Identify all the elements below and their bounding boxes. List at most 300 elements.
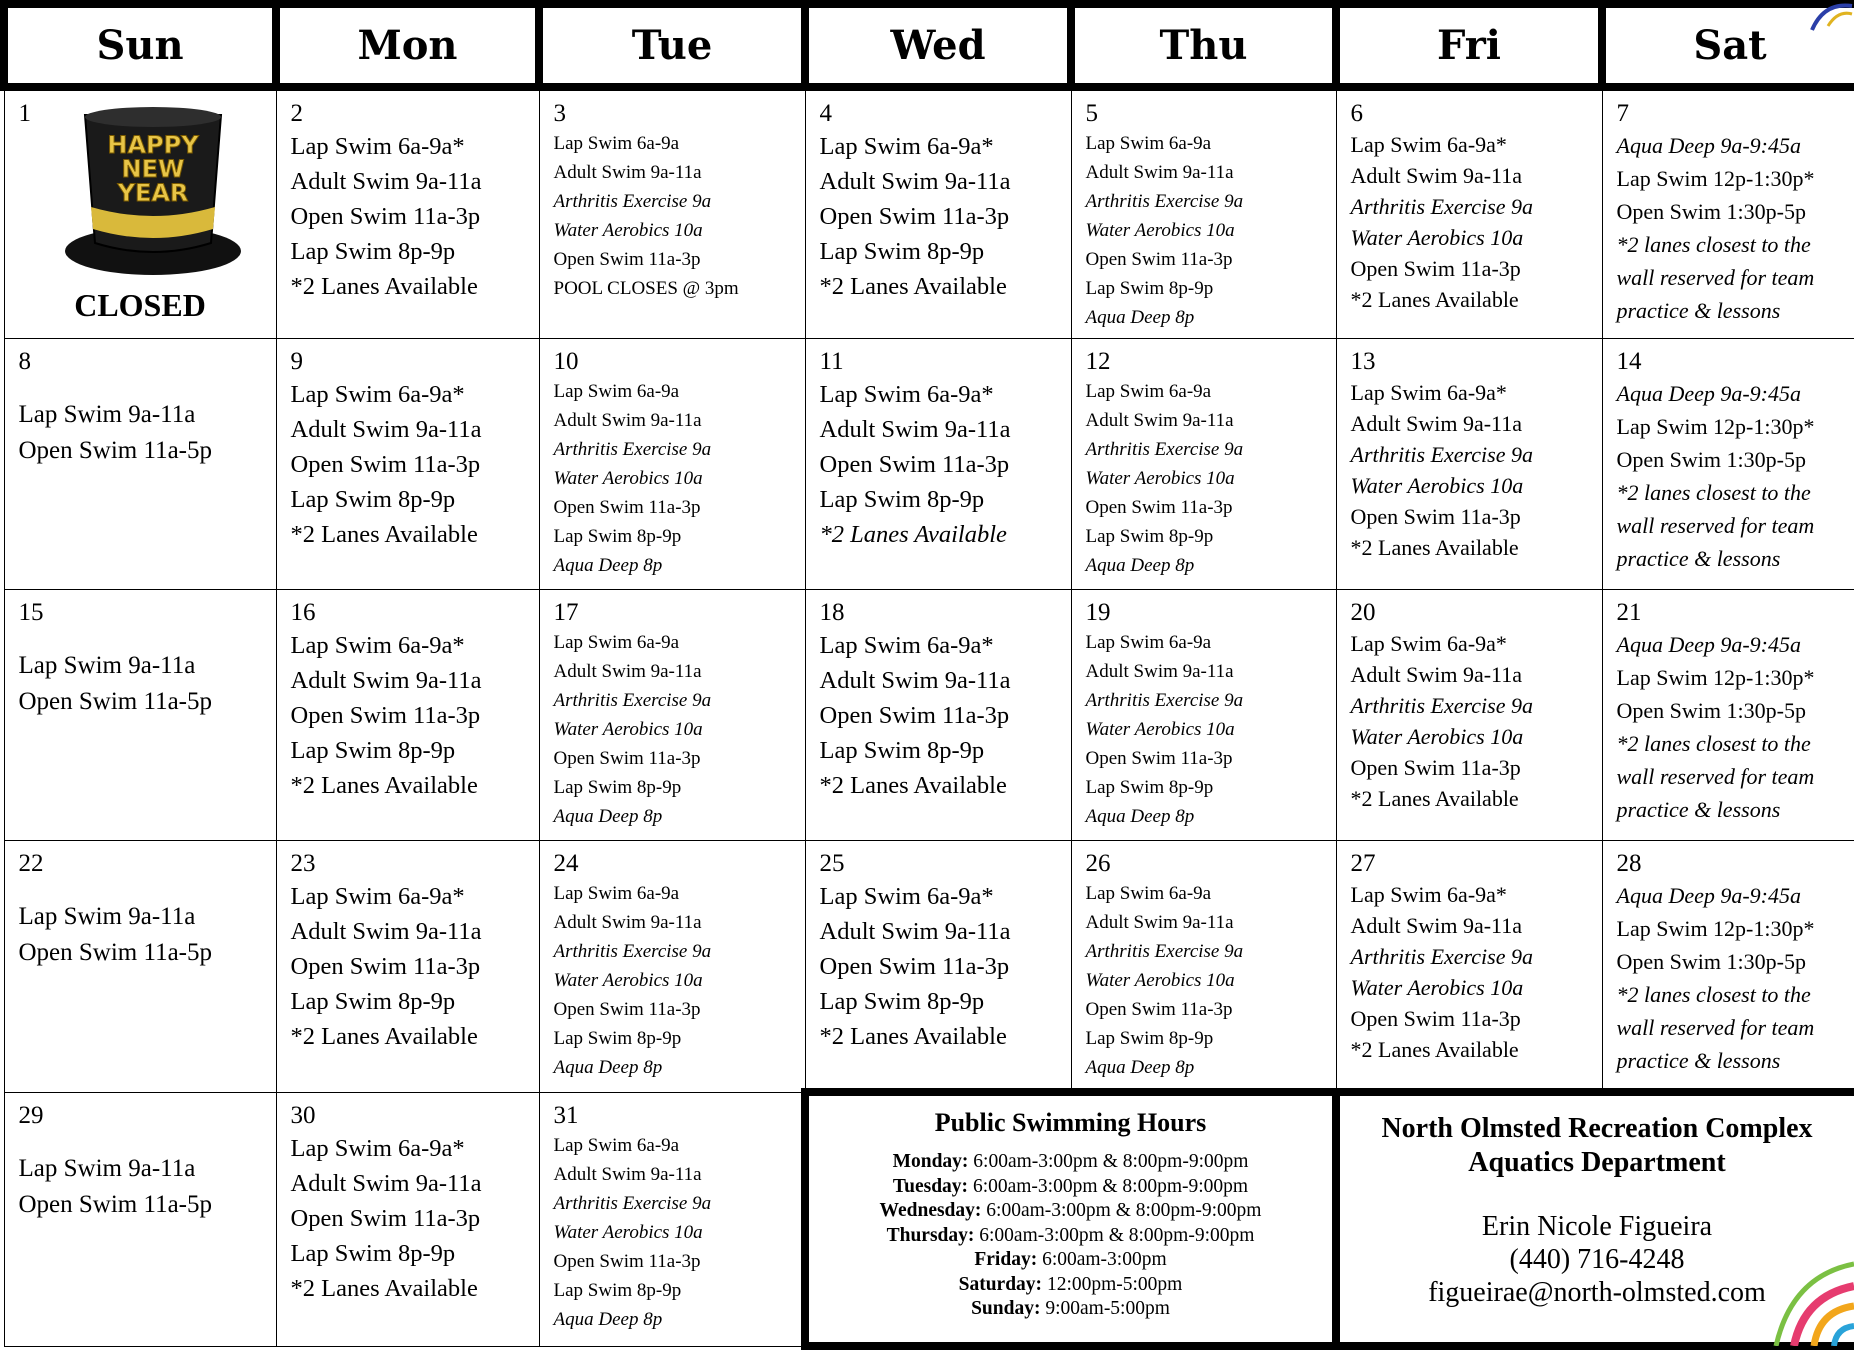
schedule-item: Adult Swim 9a-11a bbox=[553, 661, 702, 682]
schedule-item: Adult Swim 9a-11a bbox=[290, 1169, 482, 1197]
schedule-item: Arthritis Exercise 9a bbox=[553, 191, 712, 212]
day-number: 29 bbox=[18, 1101, 44, 1129]
schedule-item: Lap Swim 9a-11a bbox=[18, 903, 196, 930]
day-number: 27 bbox=[1350, 850, 1376, 877]
schedule-item: Lap Swim 6a-9a bbox=[553, 133, 680, 154]
calendar-day-cell bbox=[4, 339, 276, 590]
schedule-item: Adult Swim 9a-11a bbox=[1350, 913, 1522, 938]
schedule-item: Open Swim 11a-3p bbox=[1350, 504, 1521, 529]
hours-time: 9:00am-5:00pm bbox=[1045, 1298, 1170, 1319]
day-number: 10 bbox=[553, 348, 579, 375]
hours-time: 12:00pm-5:00pm bbox=[1046, 1273, 1183, 1295]
schedule-list bbox=[291, 129, 527, 304]
day-number: 4 bbox=[819, 100, 832, 127]
day-number: 31 bbox=[553, 1101, 579, 1129]
calendar-day-cell bbox=[1602, 841, 1854, 1093]
schedule-item: Open Swim 11a-3p bbox=[819, 953, 1010, 980]
schedule-item: Lap Swim 8p-9p bbox=[290, 737, 456, 764]
schedule-item: Open Swim 11a-3p bbox=[553, 249, 701, 270]
schedule-item: *2 Lanes Available bbox=[290, 1274, 478, 1302]
schedule-item: Aqua Deep 8p bbox=[1085, 1057, 1195, 1078]
schedule-item: practice & lessons bbox=[1616, 298, 1781, 323]
schedule-list bbox=[1351, 377, 1590, 563]
schedule-item: Water Aerobics 10a bbox=[1085, 970, 1235, 991]
calendar-day-cell bbox=[1602, 590, 1854, 841]
calendar-day-cell bbox=[4, 590, 276, 841]
schedule-list bbox=[19, 397, 264, 469]
weekday-header-sat: Sat bbox=[1602, 4, 1854, 87]
schedule-item: practice & lessons bbox=[1616, 546, 1781, 571]
day-number: 14 bbox=[1616, 348, 1642, 375]
schedule-item: *2 Lanes Available bbox=[290, 521, 478, 548]
schedule-item: Aqua Deep 9a-9:45a bbox=[1616, 632, 1802, 657]
weekday-header-fri: Fri bbox=[1336, 4, 1602, 87]
public-hours-box bbox=[805, 1092, 1336, 1346]
schedule-item: *2 Lanes Available bbox=[819, 772, 1007, 799]
day-number: 15 bbox=[18, 599, 44, 626]
calendar-day-cell bbox=[1602, 339, 1854, 590]
schedule-item: Open Swim 11a-3p bbox=[1085, 249, 1233, 270]
schedule-item: Lap Swim 6a-9a* bbox=[1350, 132, 1507, 157]
schedule-list bbox=[820, 377, 1059, 552]
schedule-item: *2 Lanes Available bbox=[1350, 287, 1519, 312]
calendar-day-cell bbox=[539, 590, 805, 841]
schedule-item: Lap Swim 8p-9p bbox=[553, 1028, 682, 1049]
schedule-item: Aqua Deep 8p bbox=[553, 1057, 663, 1078]
schedule-item: Lap Swim 6a-9a* bbox=[290, 632, 465, 659]
schedule-item: Arthritis Exercise 9a bbox=[1350, 693, 1533, 718]
schedule-list bbox=[1617, 628, 1846, 826]
hours-time: 6:00am-3:00pm & 8:00pm-9:00pm bbox=[986, 1200, 1262, 1221]
schedule-list bbox=[1351, 129, 1590, 315]
calendar-day-cell bbox=[805, 590, 1071, 841]
calendar-day-cell bbox=[4, 1092, 276, 1346]
hours-time: 6:00am-3:00pm & 8:00pm-9:00pm bbox=[973, 1151, 1249, 1172]
schedule-item: *2 Lanes Available bbox=[290, 1023, 478, 1050]
weekday-header-wed: Wed bbox=[805, 4, 1071, 87]
schedule-item: Open Swim 11a-3p bbox=[1085, 999, 1233, 1020]
hours-title: Public Swimming Hours bbox=[934, 1108, 1207, 1137]
schedule-item: Lap Swim 8p-9p bbox=[553, 526, 682, 547]
schedule-item: Arthritis Exercise 9a bbox=[553, 439, 712, 460]
schedule-item: Arthritis Exercise 9a bbox=[553, 690, 712, 711]
schedule-item: Lap Swim 6a-9a* bbox=[290, 883, 465, 910]
contact-email[interactable]: figueirae@north-olmsted.com bbox=[1428, 1277, 1766, 1308]
schedule-item: Lap Swim 8p-9p bbox=[1085, 1028, 1214, 1049]
schedule-list bbox=[1617, 377, 1846, 575]
schedule-item: *2 Lanes Available bbox=[819, 1023, 1007, 1050]
schedule-item: Lap Swim 6a-9a* bbox=[819, 632, 994, 659]
schedule-item: Adult Swim 9a-11a bbox=[290, 416, 482, 443]
schedule-item: Lap Swim 12p-1:30p* bbox=[1616, 665, 1815, 690]
party-streamer-icon bbox=[1764, 1256, 1854, 1346]
schedule-item: Lap Swim 12p-1:30p* bbox=[1616, 166, 1815, 191]
schedule-item: *2 lanes closest to the bbox=[1616, 731, 1811, 756]
contact-name: Erin Nicole Figueira bbox=[1481, 1211, 1713, 1242]
schedule-item: Aqua Deep 8p bbox=[1085, 806, 1195, 827]
schedule-item: Adult Swim 9a-11a bbox=[553, 912, 702, 933]
schedule-list bbox=[554, 628, 793, 831]
schedule-item: Water Aerobics 10a bbox=[1350, 225, 1524, 250]
schedule-item: Lap Swim 9a-11a bbox=[18, 652, 196, 679]
corner-decoration-icon bbox=[1794, 0, 1854, 32]
schedule-item: Aqua Deep 8p bbox=[1085, 307, 1195, 328]
new-year-hat-icon bbox=[63, 103, 243, 308]
day-number: 19 bbox=[1085, 599, 1111, 626]
weekday-header-sun: Sun bbox=[4, 4, 276, 87]
hours-time: 6:00am-3:00pm & 8:00pm-9:00pm bbox=[979, 1224, 1255, 1246]
schedule-item: Water Aerobics 10a bbox=[1350, 473, 1524, 498]
schedule-item: Adult Swim 9a-11a bbox=[1085, 162, 1234, 183]
schedule-item: Open Swim 11a-3p bbox=[1085, 748, 1233, 769]
schedule-item: Adult Swim 9a-11a bbox=[819, 416, 1011, 443]
hours-row bbox=[817, 1297, 1324, 1322]
day-number: 7 bbox=[1616, 100, 1629, 127]
schedule-item: Open Swim 11a-5p bbox=[18, 688, 212, 715]
day-number: 16 bbox=[290, 599, 316, 626]
calendar-day-cell bbox=[1071, 339, 1336, 590]
schedule-item: Open Swim 11a-3p bbox=[1350, 1006, 1521, 1031]
hours-row bbox=[817, 1175, 1324, 1200]
schedule-item: Open Swim 11a-3p bbox=[553, 748, 701, 769]
schedule-list bbox=[1617, 129, 1846, 327]
weekday-header-tue: Tue bbox=[539, 4, 805, 87]
schedule-item: Water Aerobics 10a bbox=[1085, 220, 1235, 241]
schedule-item: *2 Lanes Available bbox=[290, 273, 478, 300]
schedule-item: Adult Swim 9a-11a bbox=[1350, 163, 1522, 188]
schedule-list bbox=[19, 899, 264, 971]
schedule-item: Lap Swim 6a-9a bbox=[553, 1134, 680, 1156]
schedule-item: Lap Swim 8p-9p bbox=[290, 238, 456, 265]
closed-label: CLOSED bbox=[74, 287, 206, 323]
schedule-item: Lap Swim 6a-9a* bbox=[290, 1134, 465, 1162]
day-number: 8 bbox=[18, 348, 31, 375]
schedule-item: Aqua Deep 8p bbox=[553, 806, 663, 827]
schedule-item: Open Swim 1:30p-5p bbox=[1616, 199, 1806, 224]
schedule-item: Adult Swim 9a-11a bbox=[553, 162, 702, 183]
schedule-list bbox=[19, 1151, 264, 1223]
schedule-item: Lap Swim 8p-9p bbox=[1085, 777, 1214, 798]
hours-day-label: Tuesday: bbox=[892, 1175, 969, 1197]
schedule-item: *2 Lanes Available bbox=[1350, 535, 1519, 560]
schedule-item: Open Swim 11a-3p bbox=[1085, 497, 1233, 518]
calendar-day-cell bbox=[1071, 841, 1336, 1093]
calendar-week-row bbox=[4, 87, 1854, 339]
schedule-item: Water Aerobics 10a bbox=[1350, 975, 1524, 1000]
day-number: 23 bbox=[290, 850, 316, 877]
day-number: 1 bbox=[18, 100, 31, 127]
schedule-list bbox=[554, 129, 793, 303]
calendar-day-cell bbox=[276, 1092, 539, 1346]
schedule-item: *2 lanes closest to the bbox=[1616, 232, 1811, 257]
schedule-item: Aqua Deep 9a-9:45a bbox=[1616, 133, 1802, 158]
schedule-item: Lap Swim 6a-9a bbox=[1085, 381, 1212, 402]
schedule-item: Lap Swim 6a-9a* bbox=[290, 381, 465, 408]
schedule-item: Open Swim 1:30p-5p bbox=[1616, 949, 1806, 974]
calendar-week-row bbox=[4, 339, 1854, 590]
schedule-item: Adult Swim 9a-11a bbox=[819, 168, 1011, 195]
schedule-item: Lap Swim 8p-9p bbox=[1085, 526, 1214, 547]
schedule-list bbox=[1086, 377, 1324, 580]
schedule-item: *2 Lanes Available bbox=[819, 521, 1007, 548]
hours-time: 6:00am-3:00pm bbox=[1042, 1249, 1167, 1270]
day-number: 18 bbox=[819, 599, 845, 626]
calendar-day-cell bbox=[805, 841, 1071, 1093]
schedule-item: Open Swim 1:30p-5p bbox=[1616, 698, 1806, 723]
day-number: 2 bbox=[290, 100, 303, 127]
schedule-item: Water Aerobics 10a bbox=[1085, 719, 1235, 740]
schedule-item: Open Swim 11a-3p bbox=[290, 1204, 481, 1232]
schedule-item: Water Aerobics 10a bbox=[1350, 724, 1524, 749]
schedule-item: Lap Swim 8p-9p bbox=[819, 737, 985, 764]
schedule-item: Arthritis Exercise 9a bbox=[1350, 944, 1533, 969]
day-number: 21 bbox=[1616, 599, 1642, 626]
schedule-item: Lap Swim 6a-9a* bbox=[1350, 380, 1507, 405]
schedule-item: Lap Swim 12p-1:30p* bbox=[1616, 916, 1815, 941]
schedule-item: Lap Swim 6a-9a bbox=[1085, 883, 1212, 904]
calendar-week-row bbox=[4, 841, 1854, 1093]
schedule-item: Adult Swim 9a-11a bbox=[819, 918, 1011, 945]
schedule-item: Lap Swim 6a-9a bbox=[1085, 632, 1212, 653]
schedule-item: *2 lanes closest to the bbox=[1616, 480, 1811, 505]
day-number: 30 bbox=[290, 1101, 316, 1129]
schedule-item: Adult Swim 9a-11a bbox=[1085, 661, 1234, 682]
schedule-item: Water Aerobics 10a bbox=[1085, 468, 1235, 489]
schedule-item: Adult Swim 9a-11a bbox=[290, 667, 482, 694]
schedule-item: Lap Swim 12p-1:30p* bbox=[1616, 414, 1815, 439]
schedule-item: Adult Swim 9a-11a bbox=[553, 410, 702, 431]
org-name: North Olmsted Recreation Complex bbox=[1381, 1113, 1813, 1144]
schedule-item: Lap Swim 6a-9a* bbox=[290, 133, 465, 160]
top-hat-icon bbox=[63, 103, 243, 278]
schedule-item: *2 Lanes Available bbox=[1350, 1037, 1519, 1062]
calendar-day-cell bbox=[1071, 590, 1336, 841]
calendar-day-cell bbox=[805, 87, 1071, 339]
calendar-day-cell bbox=[1602, 87, 1854, 339]
schedule-item: Open Swim 11a-5p bbox=[18, 437, 212, 464]
day-number: 3 bbox=[553, 100, 566, 127]
schedule-list bbox=[1086, 879, 1324, 1082]
schedule-item: Lap Swim 6a-9a* bbox=[1350, 882, 1507, 907]
schedule-item: Aqua Deep 8p bbox=[553, 555, 663, 576]
schedule-item: Open Swim 11a-3p bbox=[290, 702, 481, 729]
day-number: 17 bbox=[553, 599, 579, 626]
schedule-item: Adult Swim 9a-11a bbox=[1350, 662, 1522, 687]
day-number: 22 bbox=[18, 850, 44, 877]
schedule-item: Arthritis Exercise 9a bbox=[1350, 442, 1533, 467]
calendar-day-cell bbox=[1336, 590, 1602, 841]
hours-day-label: Monday: bbox=[892, 1151, 969, 1172]
schedule-item: Arthritis Exercise 9a bbox=[1085, 439, 1244, 460]
schedule-item: Adult Swim 9a-11a bbox=[819, 667, 1011, 694]
weekday-header-row bbox=[4, 4, 1854, 87]
schedule-item: Lap Swim 6a-9a bbox=[553, 632, 680, 653]
calendar-week-row bbox=[4, 590, 1854, 841]
schedule-item: Open Swim 11a-3p bbox=[819, 203, 1010, 230]
schedule-item: Arthritis Exercise 9a bbox=[1350, 194, 1533, 219]
hours-time: 6:00am-3:00pm & 8:00pm-9:00pm bbox=[972, 1175, 1249, 1197]
schedule-item: Arthritis Exercise 9a bbox=[1085, 191, 1244, 212]
schedule-list bbox=[291, 1131, 527, 1306]
schedule-item: Arthritis Exercise 9a bbox=[1085, 690, 1244, 711]
schedule-item: Lap Swim 6a-9a* bbox=[819, 133, 994, 160]
schedule-item: Lap Swim 6a-9a bbox=[553, 883, 680, 904]
hours-row bbox=[817, 1248, 1324, 1273]
hat-text: YEAR bbox=[117, 179, 188, 207]
hat-text: HAPPY bbox=[106, 131, 199, 159]
schedule-item: Lap Swim 6a-9a bbox=[553, 381, 680, 402]
schedule-item: *2 Lanes Available bbox=[819, 273, 1007, 300]
schedule-item: Aqua Deep 8p bbox=[1085, 555, 1195, 576]
schedule-list bbox=[291, 628, 527, 803]
schedule-item: Water Aerobics 10a bbox=[553, 1221, 703, 1243]
day-number: 13 bbox=[1350, 348, 1376, 375]
hours-day-label: Friday: bbox=[974, 1249, 1038, 1270]
schedule-list bbox=[1351, 879, 1590, 1065]
schedule-item: Open Swim 11a-3p bbox=[290, 203, 481, 230]
schedule-item: Open Swim 11a-3p bbox=[290, 953, 481, 980]
calendar-day-cell bbox=[4, 87, 276, 339]
hours-day-label: Thursday: bbox=[886, 1224, 975, 1246]
schedule-list bbox=[820, 628, 1059, 803]
schedule-item: Adult Swim 9a-11a bbox=[553, 1163, 702, 1185]
day-number: 24 bbox=[553, 850, 579, 877]
schedule-list bbox=[1086, 628, 1324, 831]
schedule-item: Lap Swim 8p-9p bbox=[819, 486, 985, 513]
schedule-list bbox=[1617, 879, 1846, 1077]
day-number: 26 bbox=[1085, 850, 1111, 877]
hours-row bbox=[817, 1224, 1324, 1249]
day-number: 9 bbox=[290, 348, 303, 375]
schedule-item: Lap Swim 9a-11a bbox=[18, 1154, 196, 1182]
hours-row bbox=[817, 1199, 1324, 1224]
schedule-item: Open Swim 11a-3p bbox=[553, 497, 701, 518]
schedule-item: Adult Swim 9a-11a bbox=[1085, 912, 1234, 933]
schedule-item: Lap Swim 8p-9p bbox=[553, 777, 682, 798]
schedule-item: Lap Swim 6a-9a* bbox=[819, 381, 994, 408]
schedule-item: Lap Swim 8p-9p bbox=[290, 988, 456, 1015]
schedule-item: *2 Lanes Available bbox=[290, 772, 478, 799]
schedule-item: Aqua Deep 9a-9:45a bbox=[1616, 381, 1802, 406]
hours-row bbox=[817, 1273, 1324, 1298]
calendar-day-cell bbox=[539, 339, 805, 590]
calendar-day-cell bbox=[539, 841, 805, 1093]
calendar-week-row bbox=[4, 1092, 1854, 1346]
schedule-item: wall reserved for team bbox=[1616, 764, 1815, 789]
schedule-item: Arthritis Exercise 9a bbox=[553, 941, 712, 962]
schedule-list bbox=[291, 377, 527, 552]
schedule-item: Arthritis Exercise 9a bbox=[553, 1192, 712, 1214]
calendar-day-cell bbox=[276, 841, 539, 1093]
schedule-item: Lap Swim 6a-9a bbox=[1085, 133, 1212, 154]
schedule-item: Lap Swim 8p-9p bbox=[290, 486, 456, 513]
schedule-item: Aqua Deep 9a-9:45a bbox=[1616, 883, 1802, 908]
schedule-item: practice & lessons bbox=[1616, 797, 1781, 822]
calendar-day-cell bbox=[539, 87, 805, 339]
calendar-day-cell bbox=[539, 1092, 805, 1346]
schedule-item: Open Swim 11a-3p bbox=[819, 451, 1010, 478]
day-number: 11 bbox=[819, 348, 844, 375]
schedule-list bbox=[554, 1131, 790, 1334]
weekday-header-mon: Mon bbox=[276, 4, 539, 87]
schedule-item: Water Aerobics 10a bbox=[553, 970, 703, 991]
schedule-list bbox=[554, 879, 793, 1082]
schedule-item: Water Aerobics 10a bbox=[553, 220, 703, 241]
schedule-item: Adult Swim 9a-11a bbox=[1085, 410, 1234, 431]
schedule-item: Lap Swim 8p-9p bbox=[553, 1279, 682, 1301]
schedule-item: practice & lessons bbox=[1616, 1048, 1781, 1073]
weekday-header-thu: Thu bbox=[1071, 4, 1336, 87]
schedule-item: Adult Swim 9a-11a bbox=[290, 168, 482, 195]
hours-day-label: Sunday: bbox=[971, 1298, 1041, 1319]
schedule-item: wall reserved for team bbox=[1616, 513, 1815, 538]
calendar-day-cell bbox=[1071, 87, 1336, 339]
schedule-item: POOL CLOSES @ 3pm bbox=[553, 278, 739, 299]
schedule-item: Arthritis Exercise 9a bbox=[1085, 941, 1244, 962]
day-number: 12 bbox=[1085, 348, 1111, 375]
schedule-item: Lap Swim 6a-9a* bbox=[819, 883, 994, 910]
schedule-item: Lap Swim 9a-11a bbox=[18, 401, 196, 428]
day-number: 5 bbox=[1085, 100, 1098, 127]
contact-spacer bbox=[1348, 1180, 1846, 1210]
hours-day-label: Wednesday: bbox=[879, 1200, 982, 1221]
schedule-list bbox=[820, 129, 1059, 304]
schedule-item: Open Swim 11a-3p bbox=[290, 451, 481, 478]
schedule-item: Adult Swim 9a-11a bbox=[1350, 411, 1522, 436]
schedule-list bbox=[554, 377, 793, 580]
calendar-day-cell bbox=[4, 841, 276, 1093]
schedule-item: Open Swim 11a-3p bbox=[819, 702, 1010, 729]
schedule-item: Open Swim 11a-3p bbox=[553, 1250, 701, 1272]
schedule-item: wall reserved for team bbox=[1616, 1015, 1815, 1040]
schedule-item: Open Swim 11a-5p bbox=[18, 939, 212, 966]
schedule-item: *2 Lanes Available bbox=[1350, 786, 1519, 811]
schedule-item: Aqua Deep 8p bbox=[553, 1308, 663, 1330]
schedule-list bbox=[820, 879, 1059, 1054]
day-number: 28 bbox=[1616, 850, 1642, 877]
day-number: 20 bbox=[1350, 599, 1376, 626]
day-number: 6 bbox=[1350, 100, 1363, 127]
calendar-day-cell bbox=[276, 590, 539, 841]
schedule-item: Open Swim 11a-3p bbox=[1350, 256, 1521, 281]
schedule-list bbox=[19, 648, 264, 720]
hours-day-label: Saturday: bbox=[958, 1273, 1043, 1295]
schedule-item: Open Swim 11a-3p bbox=[553, 999, 701, 1020]
calendar-day-cell bbox=[276, 339, 539, 590]
schedule-list bbox=[1351, 628, 1590, 814]
schedule-list bbox=[291, 879, 527, 1054]
department-name: Aquatics Department bbox=[1468, 1147, 1726, 1178]
hat-text: NEW bbox=[121, 155, 184, 183]
schedule-item: Open Swim 11a-5p bbox=[18, 1190, 212, 1218]
schedule-item: Open Swim 1:30p-5p bbox=[1616, 447, 1806, 472]
contact-phone: (440) 716-4248 bbox=[1509, 1244, 1685, 1275]
calendar-day-cell bbox=[276, 87, 539, 339]
schedule-list bbox=[1086, 129, 1324, 332]
hours-row bbox=[817, 1150, 1324, 1175]
schedule-item: wall reserved for team bbox=[1616, 265, 1815, 290]
schedule-item: Lap Swim 8p-9p bbox=[1085, 278, 1214, 299]
schedule-item: Lap Swim 6a-9a* bbox=[1350, 631, 1507, 656]
calendar-day-cell bbox=[1336, 339, 1602, 590]
schedule-item: Lap Swim 8p-9p bbox=[819, 238, 985, 265]
schedule-item: Water Aerobics 10a bbox=[553, 468, 703, 489]
calendar-day-cell bbox=[805, 339, 1071, 590]
calendar-day-cell bbox=[1336, 841, 1602, 1093]
schedule-item: Adult Swim 9a-11a bbox=[290, 918, 482, 945]
day-number: 25 bbox=[819, 850, 845, 877]
schedule-item: Water Aerobics 10a bbox=[553, 719, 703, 740]
